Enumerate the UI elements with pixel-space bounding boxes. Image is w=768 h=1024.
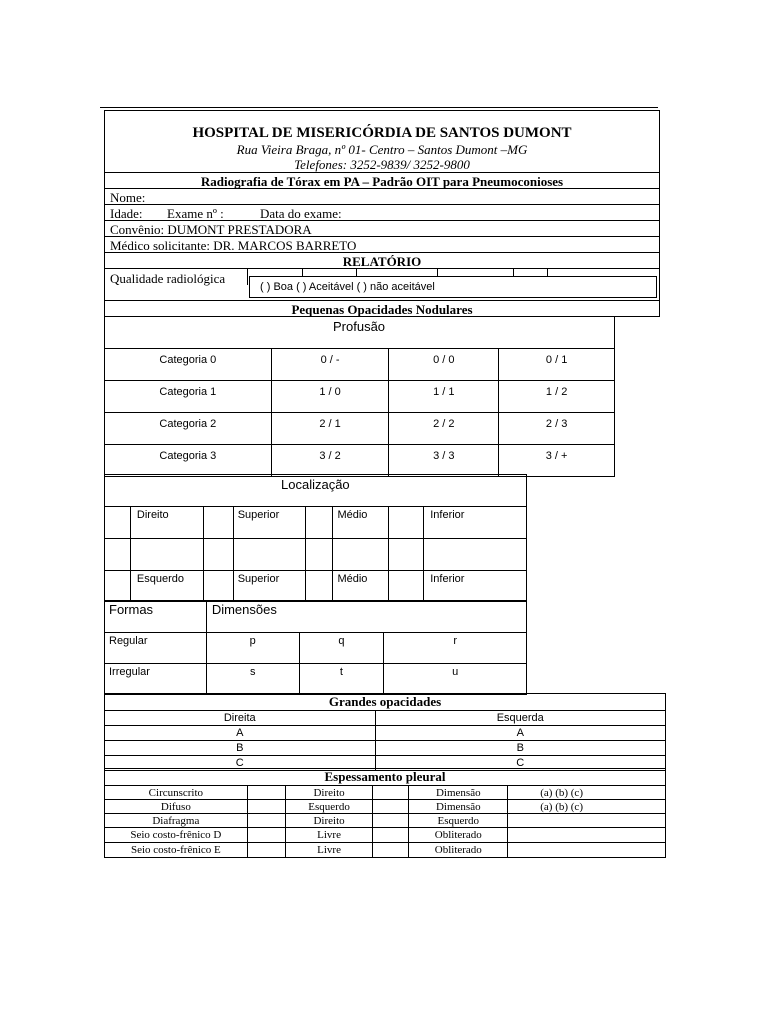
table-row: [105, 349, 615, 381]
hospital-name: HOSPITAL DE MISERICÓRDIA DE SANTOS DUMONT: [192, 125, 572, 141]
qualidade-options: ( ) Boa ( ) Aceitável ( ) não aceitável: [260, 281, 435, 293]
dim-s: s: [249, 666, 256, 678]
relatorio-heading: RELATÓRIO: [342, 254, 422, 269]
table-row: [105, 828, 666, 843]
espessamento-title: Espessamento pleural: [324, 769, 446, 784]
profusao-value: 3 / 2: [319, 449, 341, 462]
esp-abc: (a) (b) (c): [540, 786, 583, 799]
esp-dim: Dimensão: [435, 800, 481, 813]
grade-a: A: [516, 727, 524, 739]
table-row: [105, 445, 615, 477]
inferior-label: Inferior: [430, 509, 465, 521]
profusao-label: Profusão: [333, 319, 386, 334]
grade-c: C: [235, 757, 244, 769]
profusao-value: 0 / 1: [545, 353, 568, 366]
esp-label: Seio costo-frênico E: [130, 844, 221, 856]
table-row: [105, 769, 666, 786]
esp-side: Direito: [313, 786, 345, 799]
direita-label: Direita: [223, 712, 256, 724]
exam-title: Radiografia de Tórax em PA – Padrão OIT para Pneumoconioses: [200, 174, 564, 189]
data-exame-label: Data do exame:: [260, 206, 342, 221]
convenio-row: [104, 220, 660, 237]
idade-row: [104, 204, 660, 221]
esquerda-label: Esquerda: [496, 712, 544, 724]
nome-row: [104, 188, 660, 205]
table-row: [105, 786, 666, 800]
table-row: [105, 664, 527, 695]
medico-label: Médico solicitante: DR. MARCOS BARRETO: [110, 238, 357, 253]
profusao-value: 2 / 1: [319, 417, 341, 430]
dim-u: u: [452, 666, 459, 678]
grade-a: A: [236, 727, 244, 739]
table-row: [105, 633, 527, 664]
direito-label: Direito: [136, 509, 169, 521]
profusao-value: 1 / 2: [545, 385, 568, 398]
esp-label: Difuso: [160, 800, 191, 813]
dim-q: q: [338, 635, 345, 647]
categoria-cell: Categoria 1: [159, 385, 217, 398]
profusao-table: [104, 348, 615, 477]
inferior-label: Inferior: [430, 573, 465, 585]
localizacao-header: [104, 474, 527, 507]
grandes-title: Grandes opacidades: [328, 694, 442, 709]
idade-label: Idade:: [110, 206, 143, 221]
esp-side: Esquerdo: [308, 800, 350, 813]
grade-c: C: [516, 757, 525, 769]
dimensoes-label: Dimensões: [211, 602, 277, 617]
table-row: [105, 539, 527, 571]
profusao-value: 2 / 2: [433, 417, 455, 430]
qualidade-label: Qualidade radiológica: [110, 271, 226, 286]
hospital-phones: Telefones: 3252-9839/ 3252-9800: [294, 157, 470, 172]
grandes-table: [104, 693, 666, 771]
medio-label: Médio: [337, 509, 368, 521]
convenio-label: Convênio: DUMONT PRESTADORA: [110, 222, 312, 237]
esp-label: Diafragma: [152, 814, 200, 827]
esp-dim: Obliterado: [434, 829, 482, 841]
esp-side: Direito: [313, 814, 345, 827]
esp-label: Circunscrito: [148, 786, 204, 799]
top-rule: [100, 107, 658, 108]
categoria-cell: Categoria 0: [159, 353, 217, 366]
medio-label: Médio: [337, 573, 368, 585]
profusao-value: 1 / 1: [433, 385, 455, 398]
localizacao-label: Localização: [281, 477, 350, 492]
espessamento-table: [104, 768, 666, 858]
regular-label: Regular: [109, 635, 148, 647]
superior-label: Superior: [237, 573, 280, 585]
table-row: [105, 711, 666, 726]
esp-dim: Esquerdo: [437, 814, 480, 827]
medico-row: [104, 236, 660, 253]
hospital-address: Rua Vieira Braga, nº 01- Centro – Santos Dumont –MG: [236, 142, 528, 157]
table-row: [105, 601, 527, 633]
pequenas-title-row: [104, 300, 660, 317]
esp-side: Livre: [317, 844, 341, 856]
relatorio-row: [104, 252, 660, 269]
esquerdo-label: Esquerdo: [136, 573, 184, 585]
grade-b: B: [236, 742, 244, 754]
profusao-value: 3 / +: [545, 449, 568, 462]
profusao-value: 3 / 3: [433, 449, 455, 462]
formas-table: [104, 600, 527, 695]
esp-dim: Dimensão: [435, 786, 481, 799]
dim-r: r: [453, 635, 457, 647]
esp-side: Livre: [317, 829, 341, 841]
profusao-header: [104, 316, 615, 349]
dim-t: t: [339, 666, 343, 678]
nome-label: Nome:: [110, 190, 146, 205]
qualidade-options-box: [249, 276, 657, 298]
grade-b: B: [516, 742, 524, 754]
esp-dim: Obliterado: [434, 844, 482, 856]
table-row: [105, 814, 666, 828]
formas-label: Formas: [109, 602, 154, 617]
esp-abc: (a) (b) (c): [540, 800, 583, 813]
categoria-cell: Categoria 3: [159, 449, 217, 462]
profusao-value: 1 / 0: [319, 385, 341, 398]
table-row: [105, 741, 666, 756]
table-row: [105, 507, 527, 539]
exame-label: Exame nº :: [167, 206, 224, 221]
localizacao-table: [104, 506, 527, 602]
dim-p: p: [249, 635, 256, 647]
pequenas-title: Pequenas Opacidades Nodulares: [291, 302, 473, 317]
irregular-label: Irregular: [109, 666, 150, 678]
qualidade-divider: [247, 269, 248, 285]
table-row: [105, 694, 666, 711]
table-row: [105, 571, 527, 602]
table-row: [105, 726, 666, 741]
exam-title-row: [104, 172, 660, 189]
categoria-cell: Categoria 2: [159, 417, 217, 430]
superior-label: Superior: [237, 509, 280, 521]
profusao-value: 2 / 3: [545, 417, 568, 430]
esp-label: Seio costo-frênico D: [130, 829, 222, 841]
table-row: [105, 381, 615, 413]
profusao-value: 0 / -: [320, 353, 340, 366]
table-row: [105, 843, 666, 858]
table-row: [105, 413, 615, 445]
header-box: [104, 110, 660, 173]
table-row: [105, 800, 666, 814]
profusao-value: 0 / 0: [433, 353, 455, 366]
